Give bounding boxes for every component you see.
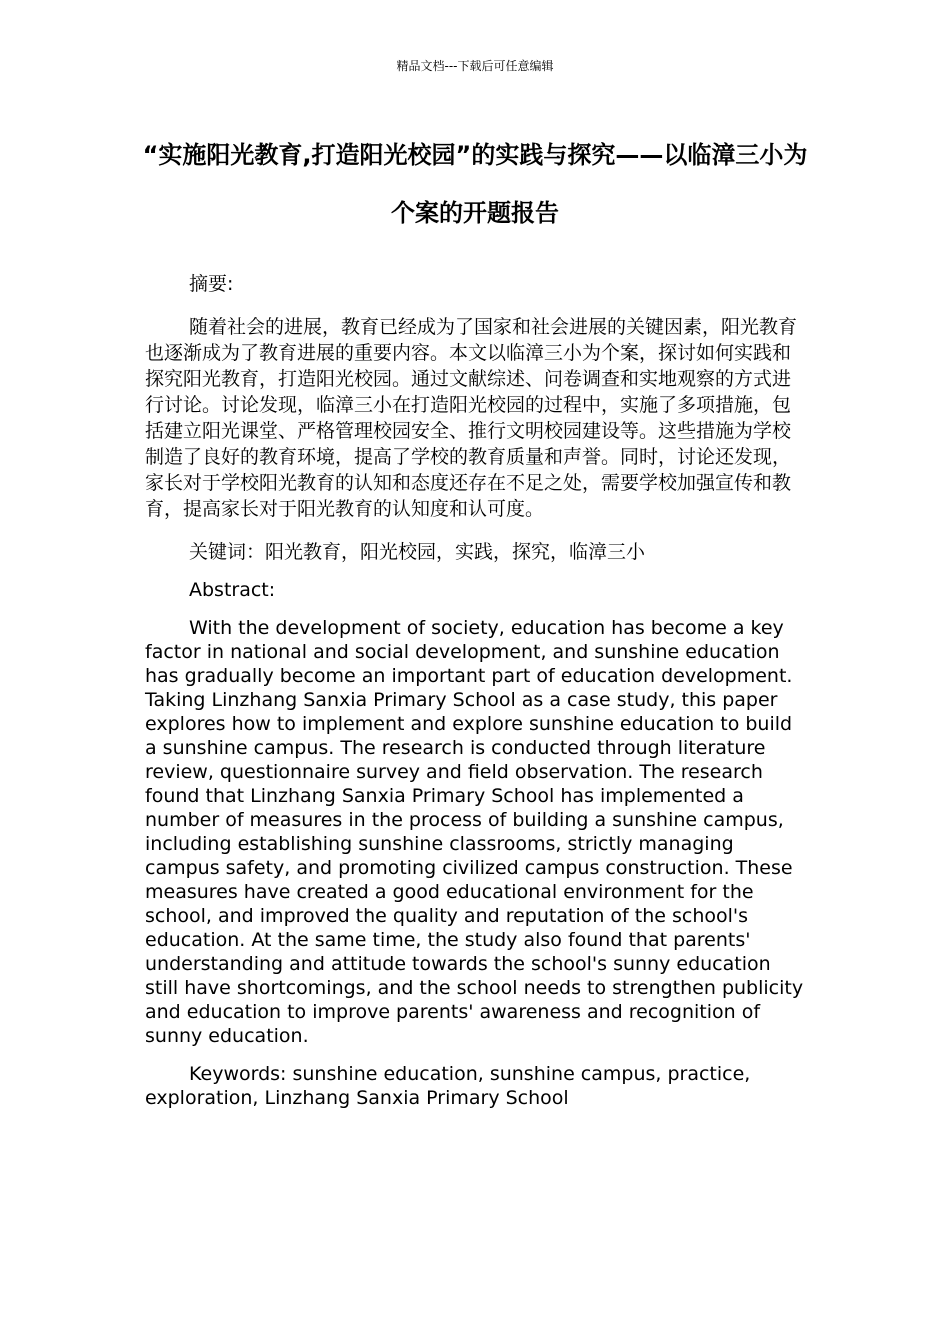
abstract-text-zh: 随着社会的进展，教育已经成为了国家和社会进展的关键因素，阳光教育也逐渐成为了教育进展的重要内容。本文以临漳三小为个案，探讨如何实践和探究阳光教育，打造阳光校园。通过文献综述、问卷调查和实地观察的方式进行讨论。讨论发现，临漳三小在打造阳光校园的过程中，实施了多项措施，包括建立阳光课堂、严格管理校园安全、推行文明校园建设等。这些措施为学校制造了良好的教育环境，提高了学校的教育质量和声誉。同时，讨论还发现，家长对于学校阳光教育的认知和态度还存在不足之处，需要学校加强宣传和教育，提高家长对于阳光教育的认知度和认可度。 xyxy=(145,316,798,520)
abstract-label-en: Abstract: xyxy=(189,579,276,601)
abstract-label-zh: 摘要: xyxy=(189,273,234,295)
keywords-zh: 关键词：阳光教育，阳光校园，实践，探究，临漳三小 xyxy=(189,541,646,563)
document-body xyxy=(145,272,807,1110)
page-header-note: 精品文档---下载后可任意编辑 xyxy=(396,59,554,73)
document-title: “实施阳光教育,打造阳光校园”的实践与探究——以临漳三小为个案的开题报告 xyxy=(142,141,808,227)
keywords-en: Keywords: sunshine education, sunshine campus, practice, exploration, Linzhang Sanxia Primary School xyxy=(145,1063,751,1109)
abstract-text-en: With the development of society, education has become a key factor in national and social development, and sunshine education has gradually become an important part of education development. Taking Linzhang Sanxia Primary School as a case study, this paper explores how to implement and explore sunshine education to build a sunshine campus. The research is conducted through literature review, questionnaire survey and field observation. The research found that Linzhang Sanxia Primary School has implemented a number of measures in the process of building a sunshine campus, including establishing sunshine classrooms, strictly managing campus safety, and promoting civilized campus construction. These measures have created a good educational environment for the school, and improved the quality and reputation of the school's education. At the same time, the study also found that parents' understanding and attitude towards the school's sunny education still have shortcomings, and the school needs to strengthen publicity and education to improve parents' awareness and recognition of sunny education. xyxy=(145,617,804,1047)
